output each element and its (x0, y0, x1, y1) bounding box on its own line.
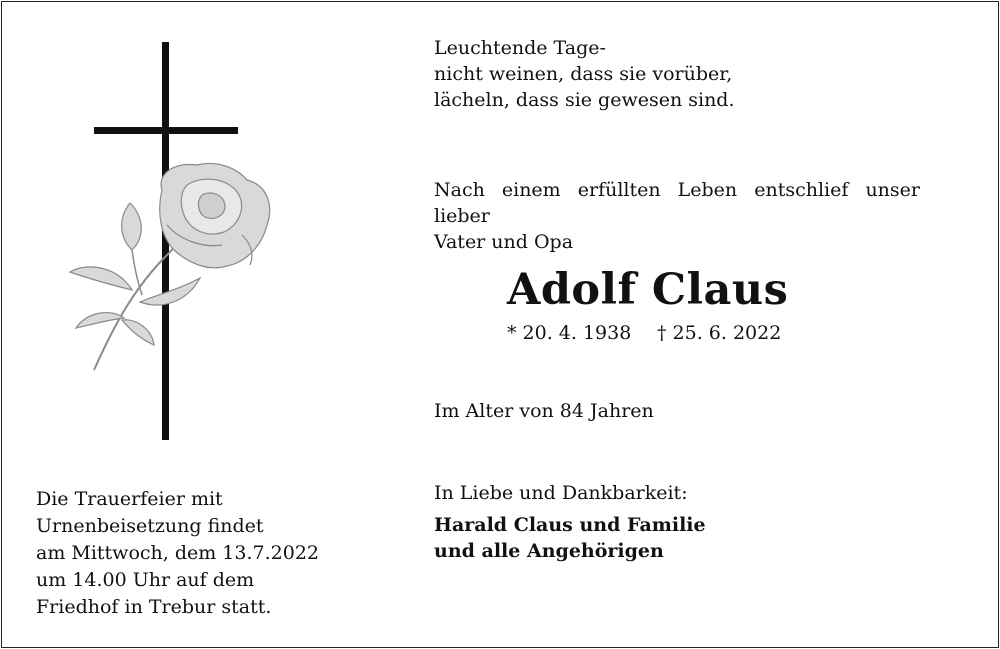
death-date: † 25. 6. 2022 (657, 322, 782, 344)
signer-line: Harald Claus und Familie (434, 514, 706, 536)
signer-line: und alle Angehörigen (434, 540, 664, 562)
closing-greeting: In Liebe und Dankbarkeit: (434, 482, 688, 504)
cross-with-rose (62, 40, 292, 450)
service-line: um 14.00 Uhr auf dem (36, 569, 255, 591)
rose-icon (70, 163, 270, 370)
service-line: Friedhof in Trebur statt. (36, 596, 272, 618)
birth-date: * 20. 4. 1938 (507, 322, 632, 344)
intro-line: Vater und Opa (434, 231, 574, 253)
service-line: am Mittwoch, dem 13.7.2022 (36, 542, 320, 564)
poem (434, 35, 735, 113)
poem-line: lächeln, dass sie gewesen sind. (434, 89, 735, 111)
poem-line: nicht weinen, dass sie vorüber, (434, 63, 733, 85)
deceased-name: Adolf Claus (507, 265, 789, 315)
signers (434, 512, 706, 564)
age-text: Im Alter von 84 Jahren (434, 400, 654, 422)
service-line: Urnenbeisetzung findet (36, 515, 264, 537)
service-line: Die Trauerfeier mit (36, 488, 223, 510)
poem-line: Leuchtende Tage- (434, 37, 606, 59)
service-info (36, 486, 319, 621)
obituary-card (1, 1, 999, 648)
intro-text (434, 177, 920, 255)
intro-line: Nach einem erfüllten Leben entschlief unser lieber (434, 179, 920, 227)
